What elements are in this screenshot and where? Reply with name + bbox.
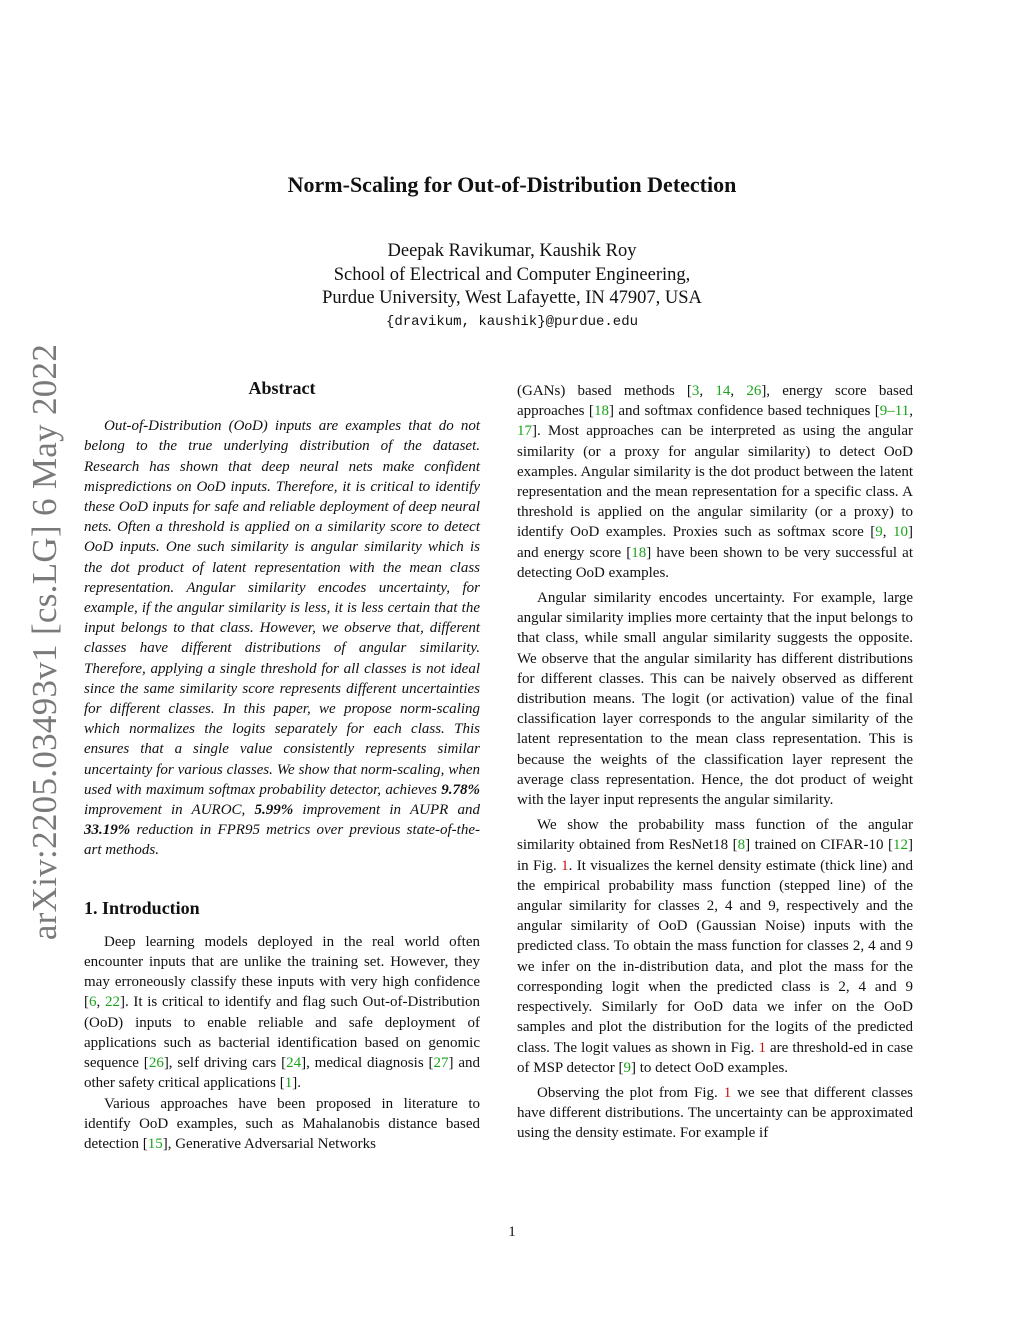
right-paragraph-4	[517, 1083, 913, 1144]
citation-link[interactable]: 12	[893, 837, 908, 854]
author-names: Deepak Ravikumar, Kaushik Roy	[387, 241, 637, 261]
page-number: 1	[508, 1224, 516, 1240]
author-block	[0, 240, 1024, 334]
citation-link[interactable]: 18	[593, 403, 609, 420]
citation-link[interactable]: 8	[737, 837, 746, 854]
paper-title: Norm-Scaling for Out-of-Distribution Detection	[287, 172, 737, 197]
citation-link[interactable]: 24	[286, 1055, 302, 1072]
text-run: (GANs) based methods [	[517, 383, 692, 399]
text-run: ] trained on CIFAR-10 [	[745, 837, 893, 854]
right-paragraph-1	[517, 381, 913, 583]
text-run: ]. Most approaches can be interpreted as using the angular similarity (or a proxy for angular similarity) to detect OoD examples. Angular similarity is the dot product between the latent representation and the mean representation for a specific class. A threshold is applied on the angular similarity (or a proxy) to identify OoD examples. Proxies such as softmax score [	[517, 423, 913, 541]
arxiv-stamp-text: arXiv:2205.03493v1 [cs.LG] 6 May 2022	[25, 343, 65, 941]
abstract-text	[84, 416, 480, 860]
text-run: ], self driving cars [	[163, 1055, 287, 1072]
citation-link[interactable]: 11	[894, 403, 910, 420]
abstract-heading: Abstract	[248, 378, 316, 398]
text-run: ]. It is critical to identify and flag such Out-of-Distribution (OoD) inputs to enable reliable and safe deployment of applications such as bacterial identification based on genomic sequence [	[84, 994, 481, 1072]
citation-link[interactable]: 9	[875, 524, 883, 541]
author-email: {dravikum, kaushik}@purdue.edu	[385, 313, 639, 330]
text-run: ] and softmax confidence based techniques [	[608, 403, 880, 420]
citation-link[interactable]: 26	[746, 383, 762, 399]
affiliation-line-1: School of Electrical and Computer Engineering,	[333, 264, 691, 285]
text-run: ], medical diagnosis [	[301, 1055, 434, 1072]
text-run: we see that different classes have different distributions. The uncertainty can be approximated using the density estimate. For example if	[517, 1084, 913, 1142]
text-run: ], Generative Adversarial Networks	[162, 1135, 376, 1152]
text-run: ], energy score based approaches [	[517, 383, 913, 420]
text-run: Observing the plot from Fig.	[537, 1084, 724, 1101]
text-run: ] in Fig.	[517, 837, 913, 874]
right-column	[517, 381, 913, 1144]
text-run: We show the probability mass function of the angular similarity obtained from ResNet18 [	[517, 817, 913, 854]
text-run: are threshold-ed in case of MSP detector [	[517, 1039, 913, 1076]
text-run: ] to detect OoD examples.	[631, 1059, 789, 1076]
citation-link[interactable]: 9	[623, 1059, 632, 1076]
citation-link[interactable]: 6	[89, 994, 97, 1011]
abstract-text-part: Out-of-Distribution (OoD) inputs are examples that do not belong to the true underlying distribution of the dataset. Research has shown that deep neural nets make confident mispredictions on OoD inputs. Therefore, it is critical to identify these OoD inputs for safe and reliable deployment of deep neural nets. Often a threshold is applied on a similarity score to detect OoD inputs. One such similarity is angular similarity which is the dot product of latent representation with the mean class representation. Angular similarity encodes uncertainty, for example, if the angular similarity is less, it is less certain that the input belongs to that class. However, we observe that, different classes have different distributions of angular similarity. Therefore, applying a single threshold for all classes is not ideal since the same similarity score represents different uncertainties for different classes. In this paper, we propose norm-scaling which normalizes the logits separately for each class. This ensures that a single value consistently represents similar uncertainty for various classes. We show that norm-scaling, when used with maximum softmax probability detector, achieves	[84, 418, 480, 798]
citation-dash: –	[887, 403, 895, 420]
figure-ref-link[interactable]: 1	[758, 1039, 766, 1056]
abstract-text-part: improvement in AUPR and	[293, 802, 480, 819]
affiliation-line-2: Purdue University, West Lafayette, IN 47907, USA	[322, 288, 702, 308]
intro-paragraph-2	[84, 1094, 480, 1155]
auroc-value: 9.78%	[441, 781, 480, 798]
abstract-text-part: reduction in FPR95 metrics over previous state-of-the-art methods.	[84, 822, 480, 859]
citation-link[interactable]: 22	[104, 994, 120, 1011]
citation-link[interactable]: 17	[517, 423, 532, 440]
abstract-text-part: improvement in AUROC,	[84, 802, 255, 819]
left-column	[84, 378, 480, 1154]
right-paragraph-3	[517, 815, 913, 1078]
text-run: ] have been shown to be very successful at detecting OoD examples.	[517, 544, 914, 581]
fpr-value: 33.19%	[84, 822, 131, 839]
introduction-heading: 1. Introduction	[84, 897, 200, 918]
right-paragraph-2: Angular similarity encodes uncertainty. For example, large angular similarity implies more certainty that the input belongs to that class, while small angular similarity suggests the opposite. We observe that the angular similarity has different distributions for different classes. This can be naively observed as different distribution means. The logit (or activation) value of the final classification layer corresponds to the angular similarity of the latent representation to the mean class representation. This is because the weights of the classification layer represent the average class representation. Hence, the dot product of weight with the layer input represents the angular similarity.	[517, 590, 913, 809]
citation-link[interactable]: 9	[879, 403, 888, 420]
citation-link[interactable]: 10	[893, 524, 908, 541]
citation-link[interactable]: 3	[691, 383, 700, 399]
citation-link[interactable]: 15	[147, 1135, 163, 1152]
text-run: ,	[730, 383, 747, 399]
text-run: ] and other safety critical applications [	[84, 1055, 480, 1092]
intro-paragraph-1	[84, 932, 480, 1094]
text-run: . It visualizes the kernel density estimate (thick line) and the empirical probability mass function (stepped line) of the angular similarity for classes 2, 4 and 9, respectively and the angular similarity of OoD (Gaussian Noise) inputs with the predicted class. To obtain the mass function for classes 2, 4 and 9 we infer on the in-distribution data, and plot the mass for the corresponding logit when the predicted class is 2, 4 and 9 respectively. Similarly for OoD data we infer on the OoD samples and plot the distribution for the logits of the predicted class. The logit values as shown in Fig.	[517, 857, 913, 1056]
text-run: ,	[909, 403, 913, 420]
text-run: ].	[292, 1075, 301, 1092]
citation-link[interactable]: 18	[631, 544, 647, 561]
text-run: Deep learning models deployed in the real world often encounter inputs that are unlike the training set. However, they may erroneously classify these inputs with very high confidence [	[84, 933, 480, 1011]
text-run: Various approaches have been proposed in literature to identify OoD examples, such as Mahalanobis distance based detection [	[84, 1095, 480, 1152]
text-run: ,	[882, 524, 893, 541]
text-run: ,	[699, 383, 716, 399]
citation-link[interactable]: 27	[433, 1055, 449, 1072]
figure-ref-link[interactable]: 1	[723, 1084, 732, 1101]
figure-ref-link[interactable]: 1	[561, 857, 569, 874]
citation-link[interactable]: 14	[715, 383, 731, 399]
text-run: ] and energy score [	[517, 524, 913, 561]
citation-link[interactable]: 1	[284, 1075, 293, 1092]
aupr-value: 5.99%	[254, 802, 294, 819]
arxiv-stamp	[20, 343, 70, 941]
text-run: ,	[96, 994, 105, 1011]
citation-link[interactable]: 26	[148, 1055, 164, 1072]
